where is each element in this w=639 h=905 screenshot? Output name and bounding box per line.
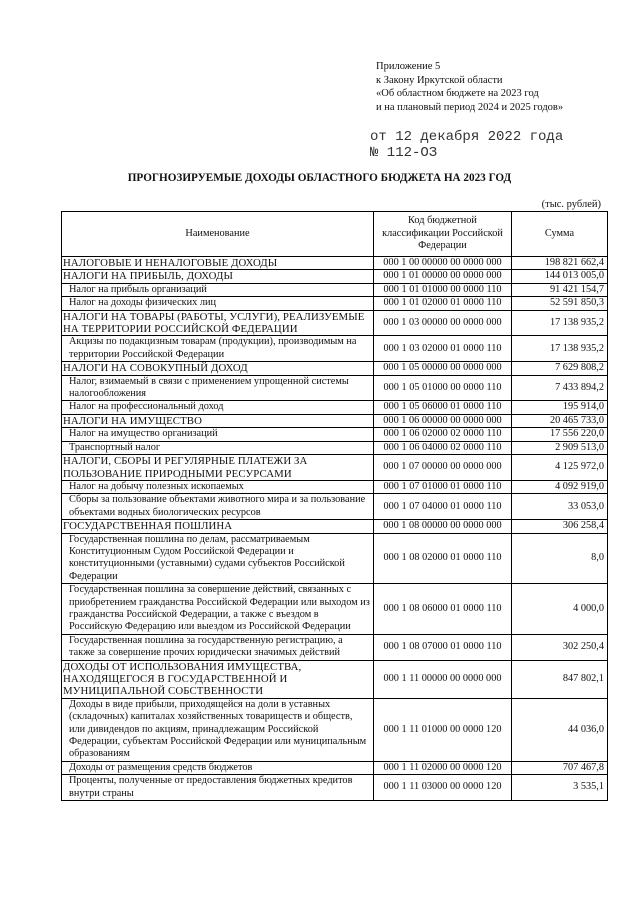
row-code: 000 1 00 00000 00 0000 000 xyxy=(374,257,512,270)
row-code: 000 1 08 06000 01 0000 110 xyxy=(374,584,512,635)
table-row xyxy=(62,533,608,584)
row-name: Налог на имущество организаций xyxy=(62,428,374,441)
row-name: НАЛОГИ НА СОВОКУПНЫЙ ДОХОД xyxy=(62,362,374,375)
row-name: Налог на добычу полезных ископаемых xyxy=(62,480,374,493)
row-sum: 4 092 919,0 xyxy=(512,480,608,493)
row-code: 000 1 03 02000 01 0000 110 xyxy=(374,336,512,362)
table-row xyxy=(62,761,608,774)
row-sum: 2 909 513,0 xyxy=(512,441,608,454)
table-row xyxy=(62,362,608,375)
table-row xyxy=(62,660,608,698)
table-row xyxy=(62,283,608,296)
row-name: НАЛОГИ, СБОРЫ И РЕГУЛЯРНЫЕ ПЛАТЕЖИ ЗА ПОЛЬЗОВАНИЕ ПРИРОДНЫМИ РЕСУРСАМИ xyxy=(62,455,374,481)
row-sum: 847 802,1 xyxy=(512,660,608,698)
row-code: 000 1 05 01000 00 0000 110 xyxy=(374,375,512,401)
row-sum: 17 556 220,0 xyxy=(512,428,608,441)
row-name: Доходы в виде прибыли, приходящейся на доли в уставных (складочных) капиталах хозяйственных товариществ и обществ, или дивидендов по акциям, принадлежащим Российской Федерации, субъектам Российской Федерации или муниципальным образованиям xyxy=(62,698,374,761)
row-code: 000 1 08 02000 01 0000 110 xyxy=(374,533,512,584)
table-row xyxy=(62,775,608,801)
table-row xyxy=(62,520,608,533)
row-code: 000 1 11 01000 00 0000 120 xyxy=(374,698,512,761)
table-row xyxy=(62,428,608,441)
row-sum: 302 250,4 xyxy=(512,634,608,660)
row-sum: 306 258,4 xyxy=(512,520,608,533)
row-sum: 17 138 935,2 xyxy=(512,310,608,336)
table-header-row xyxy=(62,212,608,257)
table-row xyxy=(62,584,608,635)
row-code: 000 1 01 00000 00 0000 000 xyxy=(374,270,512,283)
header-sum: Сумма xyxy=(512,212,608,257)
row-name: ДОХОДЫ ОТ ИСПОЛЬЗОВАНИЯ ИМУЩЕСТВА, НАХОДЯЩЕГОСЯ В ГОСУДАРСТВЕННОЙ И МУНИЦИПАЛЬНОЙ СОБСТВЕННОСТИ xyxy=(62,660,374,698)
row-code: 000 1 01 01000 00 0000 110 xyxy=(374,283,512,296)
appendix-line-4: и на плановый период 2024 и 2025 годов» xyxy=(376,101,564,113)
table-row xyxy=(62,336,608,362)
table-row xyxy=(62,270,608,283)
row-sum: 144 013 005,0 xyxy=(512,270,608,283)
table-row xyxy=(62,297,608,310)
row-code: 000 1 03 00000 00 0000 000 xyxy=(374,310,512,336)
row-name: Государственная пошлина за совершение действий, связанных с приобретением гражданства Российской Федерации или выходом из гражданства Российской Федерации, а также с въездом в Российскую Федерацию или выездом из Российской Федерации xyxy=(62,584,374,635)
table-row xyxy=(62,494,608,520)
row-name: ГОСУДАРСТВЕННАЯ ПОШЛИНА xyxy=(62,520,374,533)
row-name: Акцизы по подакцизным товарам (продукции), производимым на территории Российской Федерации xyxy=(62,336,374,362)
row-code: 000 1 11 00000 00 0000 000 xyxy=(374,660,512,698)
row-sum: 17 138 935,2 xyxy=(512,336,608,362)
row-name: Налог на профессиональный доход xyxy=(62,401,374,414)
row-name: Налог, взимаемый в связи с применением упрощенной системы налогообложения xyxy=(62,375,374,401)
row-code: 000 1 06 02000 02 0000 110 xyxy=(374,428,512,441)
row-sum: 198 821 662,4 xyxy=(512,257,608,270)
row-sum: 52 591 850,3 xyxy=(512,297,608,310)
row-sum: 4 125 972,0 xyxy=(512,455,608,481)
row-name: Государственная пошлина по делам, рассматриваемым Конституционным Судом Российской Федерации и конституционными (уставными) судами субъектов Российской Федерации xyxy=(62,533,374,584)
row-name: НАЛОГИ НА ТОВАРЫ (РАБОТЫ, УСЛУГИ), РЕАЛИЗУЕМЫЕ НА ТЕРРИТОРИИ РОССИЙСКОЙ ФЕДЕРАЦИИ xyxy=(62,310,374,336)
appendix-line-2: к Закону Иркутской области xyxy=(376,74,503,86)
appendix-line-3: «Об областном бюджете на 2023 год xyxy=(376,88,539,99)
appendix-header xyxy=(376,60,563,114)
row-code: 000 1 11 03000 00 0000 120 xyxy=(374,775,512,801)
units-label: (тыс. рублей) xyxy=(541,199,601,210)
table-row xyxy=(62,455,608,481)
row-name: НАЛОГОВЫЕ И НЕНАЛОГОВЫЕ ДОХОДЫ xyxy=(62,257,374,270)
row-name: Сборы за пользование объектами животного мира и за пользование объектами водных биологических ресурсов xyxy=(62,494,374,520)
row-name: Государственная пошлина за государственную регистрацию, а также за совершение прочих юридически значимых действий xyxy=(62,634,374,660)
row-name: НАЛОГИ НА ИМУЩЕСТВО xyxy=(62,414,374,427)
row-code: 000 1 08 07000 01 0000 110 xyxy=(374,634,512,660)
table-row xyxy=(62,401,608,414)
row-sum: 4 000,0 xyxy=(512,584,608,635)
row-name: Проценты, полученные от предоставления бюджетных кредитов внутри страны xyxy=(62,775,374,801)
document-title: ПРОГНОЗИРУЕМЫЕ ДОХОДЫ ОБЛАСТНОГО БЮДЖЕТА НА 2023 ГОД xyxy=(127,172,512,184)
row-code: 000 1 07 04000 01 0000 110 xyxy=(374,494,512,520)
row-sum: 8,0 xyxy=(512,533,608,584)
table-row xyxy=(62,310,608,336)
row-name: Налог на прибыль организаций xyxy=(62,283,374,296)
table-row xyxy=(62,257,608,270)
appendix-line-1: Приложение 5 xyxy=(376,61,441,72)
row-sum: 195 914,0 xyxy=(512,401,608,414)
row-sum: 3 535,1 xyxy=(512,775,608,801)
row-code: 000 1 05 06000 01 0000 110 xyxy=(374,401,512,414)
table-row xyxy=(62,414,608,427)
law-date: от 12 декабря 2022 года xyxy=(370,129,564,145)
row-name: Налог на доходы физических лиц xyxy=(62,297,374,310)
table-row xyxy=(62,480,608,493)
row-code: 000 1 05 00000 00 0000 000 xyxy=(374,362,512,375)
header-name: Наименование xyxy=(62,212,374,257)
row-name: Транспортный налог xyxy=(62,441,374,454)
row-code: 000 1 06 04000 02 0000 110 xyxy=(374,441,512,454)
row-code: 000 1 08 00000 00 0000 000 xyxy=(374,520,512,533)
table-row xyxy=(62,698,608,761)
row-code: 000 1 06 00000 00 0000 000 xyxy=(374,414,512,427)
table-row xyxy=(62,375,608,401)
law-number: № 112-ОЗ xyxy=(370,145,438,161)
header-code: Код бюджетной классификации Российской Федерации xyxy=(374,212,512,257)
row-code: 000 1 11 02000 00 0000 120 xyxy=(374,761,512,774)
revenue-table xyxy=(61,211,608,801)
table-row xyxy=(62,441,608,454)
row-code: 000 1 01 02000 01 0000 110 xyxy=(374,297,512,310)
row-sum: 707 467,8 xyxy=(512,761,608,774)
row-code: 000 1 07 00000 00 0000 000 xyxy=(374,455,512,481)
row-name: НАЛОГИ НА ПРИБЫЛЬ, ДОХОДЫ xyxy=(62,270,374,283)
row-sum: 7 629 808,2 xyxy=(512,362,608,375)
row-name: Доходы от размещения средств бюджетов xyxy=(62,761,374,774)
row-code: 000 1 07 01000 01 0000 110 xyxy=(374,480,512,493)
row-sum: 20 465 733,0 xyxy=(512,414,608,427)
row-sum: 44 036,0 xyxy=(512,698,608,761)
row-sum: 7 433 894,2 xyxy=(512,375,608,401)
row-sum: 33 053,0 xyxy=(512,494,608,520)
law-date-stamp xyxy=(370,129,563,161)
table-row xyxy=(62,634,608,660)
row-sum: 91 421 154,7 xyxy=(512,283,608,296)
